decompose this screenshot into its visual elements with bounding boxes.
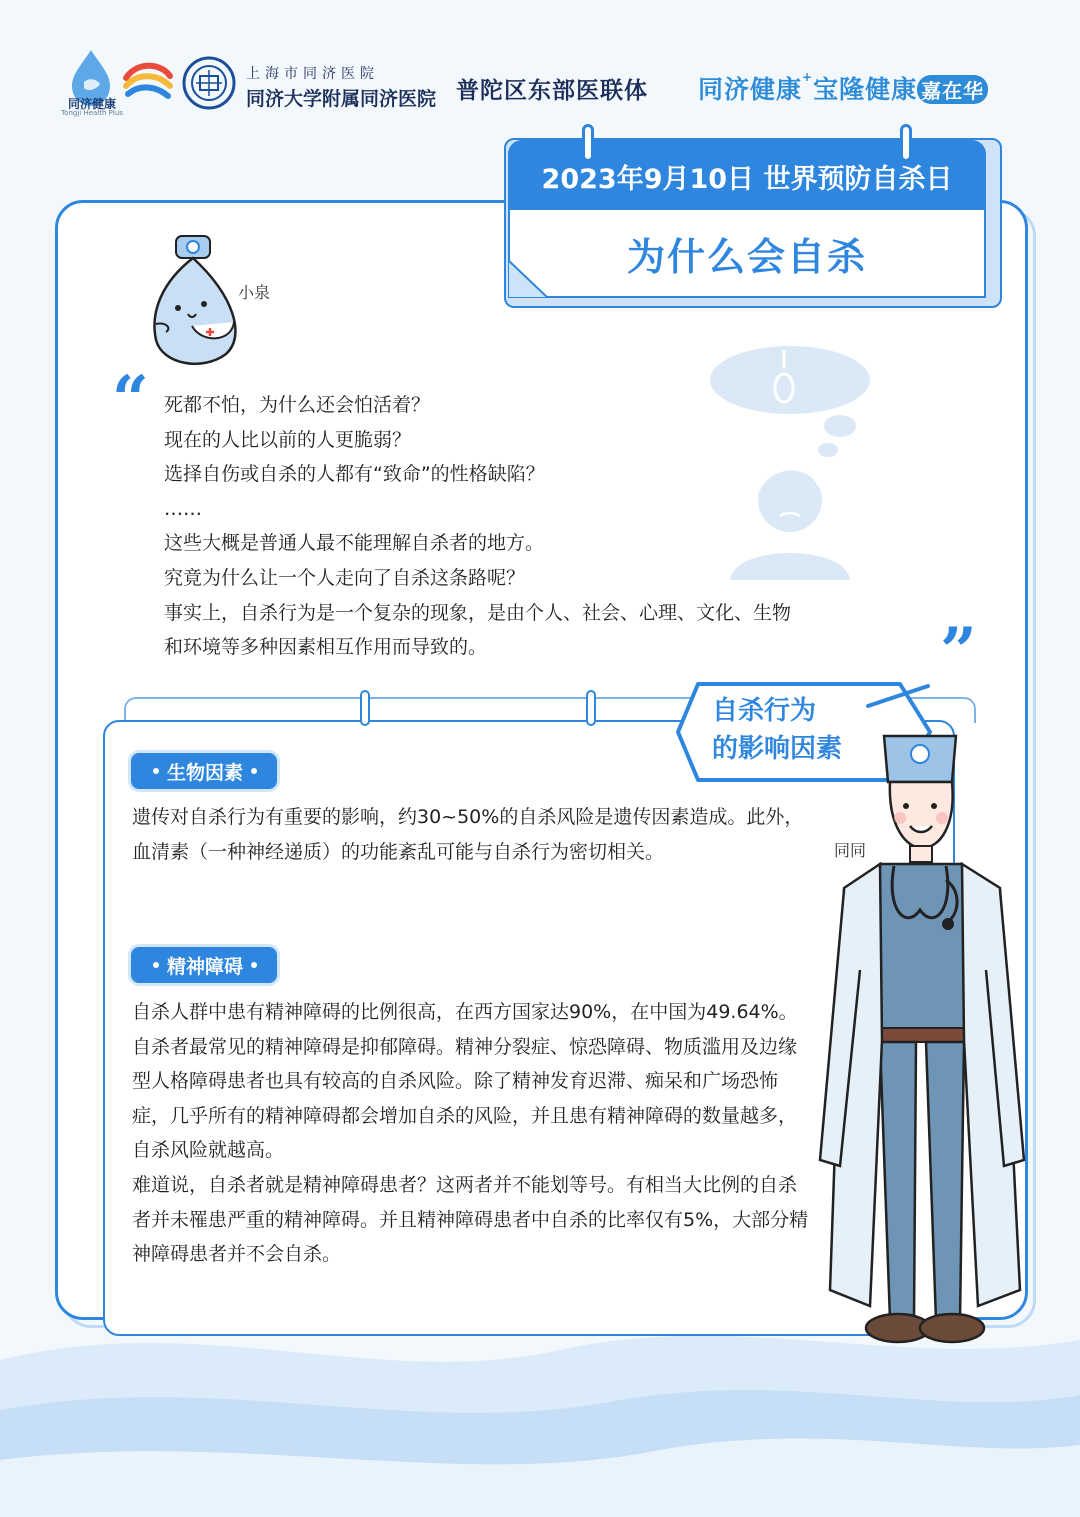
- section-tag-label: 生物因素: [167, 761, 244, 784]
- logo-brand-name: 同济健康: [67, 97, 116, 111]
- section-tag-label: 精神障碍: [167, 955, 244, 978]
- card-binder-ring: [586, 690, 596, 726]
- medical-alliance-name: 普陀区东部医联体: [456, 77, 648, 104]
- section-tag-mental-disorder: [131, 947, 277, 983]
- section-body-biological: [132, 800, 812, 869]
- tag-dot-icon: [153, 768, 159, 774]
- intro-text: [164, 388, 944, 665]
- brand-part3: 嘉在华: [917, 75, 988, 104]
- banner-date-line: 2023年9月10日 世界预防自杀日: [508, 140, 986, 212]
- doctor-name-label: 同同: [834, 841, 867, 860]
- intro-line: 和环境等多种因素相互作用而导致的。: [164, 636, 488, 659]
- mascot-drop-character: [142, 232, 252, 372]
- doctor-character: [810, 730, 1040, 1360]
- mascot-name-label: 小泉: [238, 283, 271, 302]
- binder-ring: [900, 124, 912, 162]
- card-binder-ring: [360, 690, 370, 726]
- section-tag-biological: [131, 753, 277, 789]
- brand-slogan: [698, 70, 988, 106]
- brand-part2: 宝隆健康: [813, 75, 918, 104]
- section-paragraph: 遗传对自杀行为有重要的影响，约30~50%的自杀风险是遗传因素造成。此外，血清素（一种神经递质）的功能紊乱可能与自杀行为密切相关。: [132, 806, 804, 863]
- callout-line-2: 的影响因素: [712, 734, 843, 764]
- intro-line: 死都不怕，为什么还会怕活着？: [164, 394, 431, 416]
- close-quote-icon: ”: [940, 614, 977, 689]
- hospital-seal-icon: [182, 56, 236, 110]
- banner-fold-corner: [508, 260, 548, 298]
- intro-line: 这些大概是普通人最不能理解自杀者的地方。: [164, 532, 545, 555]
- brand-plus: +: [802, 70, 814, 84]
- section-paragraph: 自杀人群中患有精神障碍的比例很高，在西方国家达90%，在中国为49.64%。自杀者最常见的精神障碍是抑郁障碍。精神分裂症、惊恐障碍、物质滥用及边缘型人格障碍患者也具有较高的自杀风险。除了精神发育迟滞、痴呆和广场恐怖症，几乎所有的精神障碍都会增加自杀的风险，并且患有精神障碍的数量越多，自杀风险就越高。: [132, 1001, 798, 1162]
- brand-part1: 同济健康: [698, 75, 803, 104]
- intro-line: 究竟为什么让一个人走向了自杀这条路呢？: [164, 566, 526, 589]
- open-quote-icon: “: [112, 362, 149, 437]
- section-body-mental-disorder: [132, 995, 812, 1272]
- intro-line: 选择自伤或自杀的人都有“致命”的性格缺陷？: [164, 463, 545, 486]
- binder-ring: [582, 124, 594, 162]
- callout-line-1: 自杀行为: [712, 696, 817, 726]
- section-paragraph: 难道说，自杀者就是精神障碍患者？这两者并不能划等号。有相当大比例的自杀者并未罹患严重的精神障碍。并且精神障碍患者中自杀的比率仅有5%，大部分精神障碍患者并不会自杀。: [132, 1173, 809, 1266]
- intro-line: ……: [164, 497, 202, 520]
- page-title: 为什么会自杀: [508, 210, 986, 298]
- tag-dot-icon: [251, 962, 257, 968]
- tag-dot-icon: [251, 768, 257, 774]
- tag-dot-icon: [153, 962, 159, 968]
- hospital-name: 上海市同济医院: [246, 66, 379, 82]
- logo-brand-sub: Tongji Health Plus: [61, 109, 123, 117]
- swirl-logo-icon: [120, 56, 176, 106]
- intro-line: 事实上，自杀行为是一个复杂的现象，是由个人、社会、心理、文化、生物: [164, 601, 792, 624]
- hospital-subtitle: 同济大学附属同济医院: [246, 88, 437, 110]
- intro-line: 现在的人比以前的人更脆弱？: [164, 428, 412, 451]
